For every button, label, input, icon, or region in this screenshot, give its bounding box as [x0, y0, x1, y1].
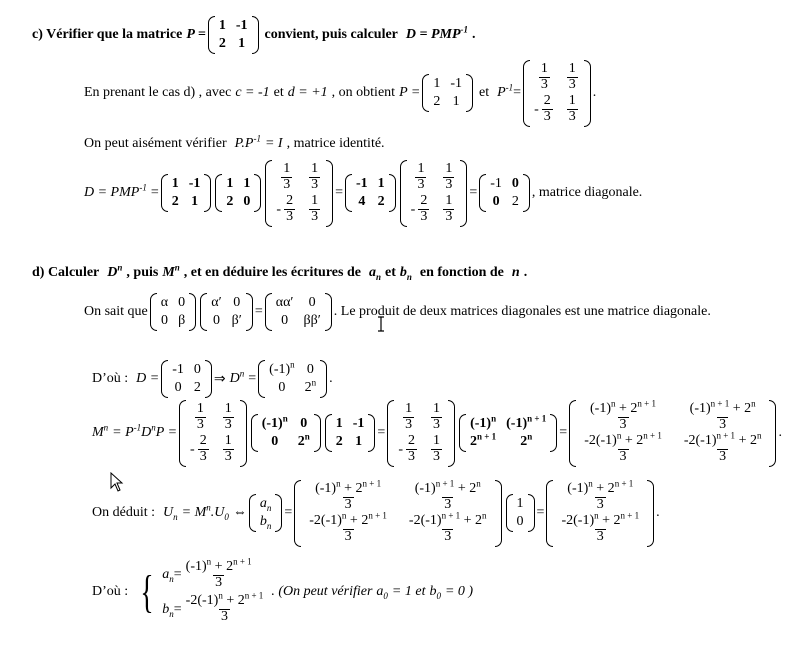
dn-matrix: $(-1)^n$ 0 0 2$^n$	[258, 360, 327, 398]
mn-matrix: $\frac{(-1)^n + 2^{n + 1}}{3}$ $\frac{(-1)^{n + 1} + 2^n}{3}$ $\frac{-2(-1)^n + 2^{n + 1}}{3}$ $\frac{-2(-1)^{n + 1} + 2^n}{3}$	[569, 400, 776, 467]
p-inverse-matrix-5: $\frac{1}{3}$ $\frac{1}{3}$ - $\frac{2}{3}$ $\frac{1}{3}$	[387, 400, 455, 467]
d-def: $D = PMP^{-1}$	[405, 24, 469, 42]
section-d-heading: d) Calculer $D^n$ , puis $M^n$ , et en déduire les écritures de $a_n$ et $b_n$ en fonction de n .	[32, 262, 528, 282]
d-matrix: -1 0 0 2	[479, 174, 530, 212]
d-matrix-2: -1 0 0 2	[161, 360, 212, 398]
p-inverse-matrix-4: $\frac{1}{3}$ $\frac{1}{3}$ - $\frac{2}{3}$ $\frac{1}{3}$	[179, 400, 247, 467]
section-d-line-4: On déduit : $U_n$ = $M^n$ $.U_0$ ⇔ $a_n$ $b_n$ = $\frac{(-1)^n + 2^{n + 1}}{3}$ $\frac{(-1)^{n + 1} + 2^n}{3}$ $\frac{-2(-1)^n + 2^{n + 1}}{3}$ $\frac{-2(-1)^{n + 1} + 2^n}{3}$ 1 0 = $\frac{(-1)^n + 2^{n + 1}}{3}$ $\frac{-2(-1)^n + 2^{n + 1}}{3}$ .	[92, 480, 660, 547]
diag-matrix-3: αα′ 0 0 ββ′	[265, 293, 332, 331]
p-matrix-bold: 1 -1 2 1	[161, 174, 212, 212]
dn-matrix-bold: $(-1)^n$ 0 0 2$^n$	[251, 414, 321, 452]
section-d-line-1: On sait que α 0 0 β α′ 0 0 β′ = αα′ 0 0 ββ′ . Le produit de deux matrices diagonales est une matrice diagonale.	[84, 293, 711, 331]
p-matrix: 1 -1 2 1	[208, 16, 259, 54]
un-vector: $a_n$ $b_n$	[249, 494, 283, 532]
section-c-line-3: $D = PMP^{-1}$ = 1 -1 2 1 1 1 2 0 $\frac{1}{3}$ $\frac{1}{3}$ - $\frac{2}{3}$ $\frac{1}{3}$ = -1 1 4 2 $\frac{1}{3}$ $\frac{1}{3}$ - $\frac{2}{3}$ $\frac{1}{3}$ = -1 0 0 2 , matrice diagonale.	[84, 160, 642, 227]
dnp-matrix: $(-1)^n$ $(-1)^{n + 1}$ $2^{n + 1}$ 2$^n$	[459, 414, 557, 452]
p-inverse-matrix-3: $\frac{1}{3}$ $\frac{1}{3}$ - $\frac{2}{3}$ $\frac{1}{3}$	[400, 160, 468, 227]
p-label: P =	[186, 27, 206, 42]
section-d-line-3: $M^n$ = $P^{-1}$ $D^n$ P = $\frac{1}{3}$ $\frac{1}{3}$ - $\frac{2}{3}$ $\frac{1}{3}$ $(-1)^n$ 0 0 2$^n$ 1 -1 2 1 = $\frac{1}{3}$ $\frac{1}{3}$ - $\frac{2}{3}$ $\frac{1}{3}$ $(-1)^n$ $(-1)^{n + 1}$ $2^{n + 1}$ 2$^n$ = $\frac{(-1)^n + 2^{n + 1}}{3}$ $\frac{(-1)^{n + 1} + 2^n}{3}$ $\frac{-2(-1)^n + 2^{n + 1}}{3}$ $\frac{-2(-1)^{n + 1} + 2^n}{3}$ .	[92, 400, 782, 467]
section-c-line-2: On peut aisément vérifier $P.P^{-1}$ = I , matrice identité.	[84, 133, 385, 151]
u0-vector: 1 0	[506, 494, 535, 532]
diag-matrix-1: α 0 0 β	[150, 293, 196, 331]
section-c-heading-text-2: convient, puis calculer	[264, 27, 398, 42]
section-d-line-2: D’où : D = -1 0 0 2 ⇒ $D^n$ = $(-1)^n$ 0 0 2$^n$ .	[92, 360, 333, 398]
section-c-heading: c) Vérifier que la matrice P = 1 -1 2 1 convient, puis calculer $D = PMP^{-1}$ .	[32, 16, 476, 54]
section-c-line-1: En prenant le cas d) , avec c = -1 et d = +1 , on obtient P = 1 -1 2 1 et $P^{-1}$ = $\frac{1}{3}$ $\frac{1}{3}$ - $\frac{2}{3}$ $\frac{1}{3}$ .	[84, 60, 596, 127]
section-c-heading-text: c) Vérifier que la matrice	[32, 27, 183, 42]
un-result-vector: $\frac{(-1)^n + 2^{n + 1}}{3}$ $\frac{-2(-1)^n + 2^{n + 1}}{3}$	[546, 480, 654, 547]
result-system: $a_n$ = $\frac{(-1)^n + 2^{n + 1}}{3}$ $b_n$ = $\frac{-2(-1)^n + 2^{n + 1}}{3}$	[162, 556, 264, 625]
text-cursor-icon	[376, 316, 386, 337]
mid-matrix: -1 1 4 2	[345, 174, 396, 212]
p-inverse-matrix-2: $\frac{1}{3}$ $\frac{1}{3}$ - $\frac{2}{3}$ $\frac{1}{3}$	[265, 160, 333, 227]
p-matrix-2: 1 -1 2 1	[422, 74, 473, 112]
section-d-line-5: D’où : { $a_n$ = $\frac{(-1)^n + 2^{n + 1}}{3}$ $b_n$ = $\frac{-2(-1)^n + 2^{n + 1}}{3}$ . (On peut vérifier $a_0$ = 1 et $b_0$ = 0 )	[92, 556, 474, 625]
left-brace: {	[140, 566, 154, 618]
diag-matrix-2: α′ 0 0 β′	[200, 293, 253, 331]
mn-matrix-2: $\frac{(-1)^n + 2^{n + 1}}{3}$ $\frac{(-1)^{n + 1} + 2^n}{3}$ $\frac{-2(-1)^n + 2^{n + 1}}{3}$ $\frac{-2(-1)^{n + 1} + 2^n}{3}$	[294, 480, 501, 547]
m-matrix: 1 1 2 0	[215, 174, 261, 212]
p-matrix-3: 1 -1 2 1	[325, 414, 376, 452]
p-inverse-matrix: $\frac{1}{3}$ $\frac{1}{3}$ - $\frac{2}{3}$ $\frac{1}{3}$	[523, 60, 591, 127]
